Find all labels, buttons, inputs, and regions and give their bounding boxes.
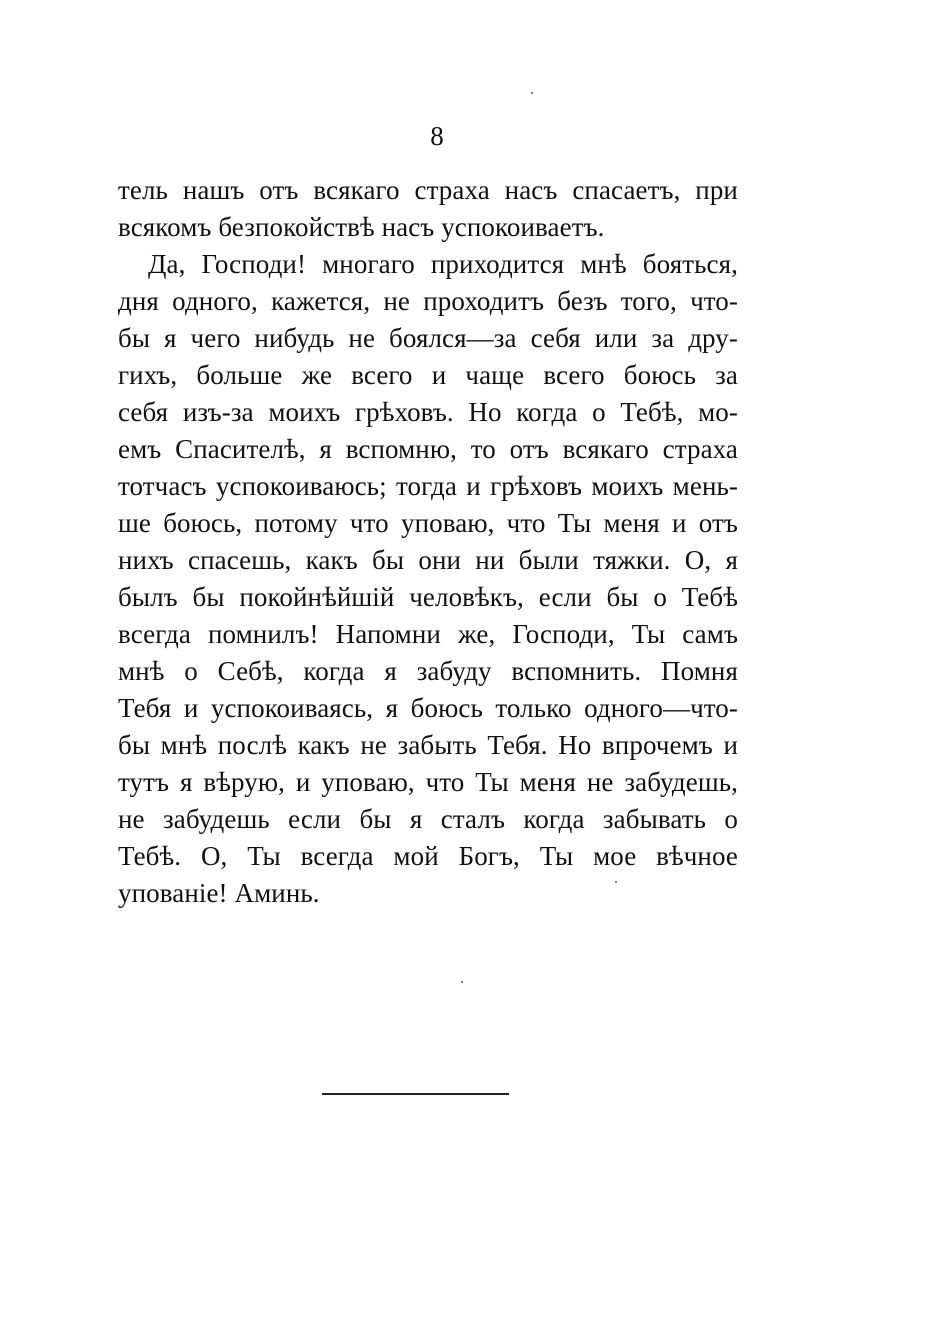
text-line-17: тутъ я вѣрую, и уповаю, что Ты меня не забудешь,: [118, 767, 738, 797]
text-line-18: не забудешь если бы я сталъ когда забывать о: [118, 804, 738, 834]
text-line-12: былъ бы покойнѣйшій человѣкъ, если бы о Тебѣ: [118, 582, 738, 612]
text-line-8: емъ Спасителѣ, я вспомню, то отъ всякаго страха: [118, 434, 738, 464]
text-line-6: гихъ, больше же всего и чаще всего боюсь за: [118, 360, 738, 390]
text-line-19: Тебѣ. О, Ты всегда мой Богъ, Ты мое вѣчное: [118, 841, 738, 871]
scan-speck: [615, 881, 617, 883]
text-line-10: ше боюсь, потому что уповаю, что Ты меня и отъ: [118, 508, 738, 538]
section-divider: [322, 1093, 509, 1095]
body-text: [118, 172, 738, 912]
text-line-4: дня одного, кажется, не проходитъ безъ того, что-: [118, 286, 738, 316]
text-line-5: бы я чего нибудь не боялся—за себя или за дру-: [118, 323, 738, 353]
text-line-15: Тебя и успокоиваясь, я боюсь только одного—что-: [118, 693, 738, 723]
page-number: 8: [430, 121, 444, 151]
scan-speck: [461, 981, 463, 983]
text-line-3: Да, Господи! многаго приходится мнѣ бояться,: [148, 249, 738, 279]
text-line-7: себя изъ-за моихъ грѣховъ. Но когда о Тебѣ, мо-: [118, 397, 738, 427]
text-line-11: нихъ спасешь, какъ бы они ни были тяжки. О, я: [118, 545, 738, 575]
text-line-16: бы мнѣ послѣ какъ не забыть Тебя. Но впрочемъ и: [118, 730, 738, 760]
text-line-13: всегда помнилъ! Напомни же, Господи, Ты самъ: [118, 619, 738, 649]
scan-speck: [531, 92, 533, 94]
text-line-1: тель нашъ отъ всякаго страха насъ спасаетъ, при: [118, 175, 738, 205]
text-line-14: мнѣ о Себѣ, когда я забуду вспомнить. Помня: [118, 656, 738, 686]
text-line-2: всякомъ безпокойствѣ насъ успокоиваетъ.: [118, 212, 605, 242]
text-line-9: тотчасъ успокоиваюсь; тогда и грѣховъ моихъ мень-: [118, 471, 738, 501]
text-line-20: упованіе! Аминь.: [118, 878, 320, 908]
